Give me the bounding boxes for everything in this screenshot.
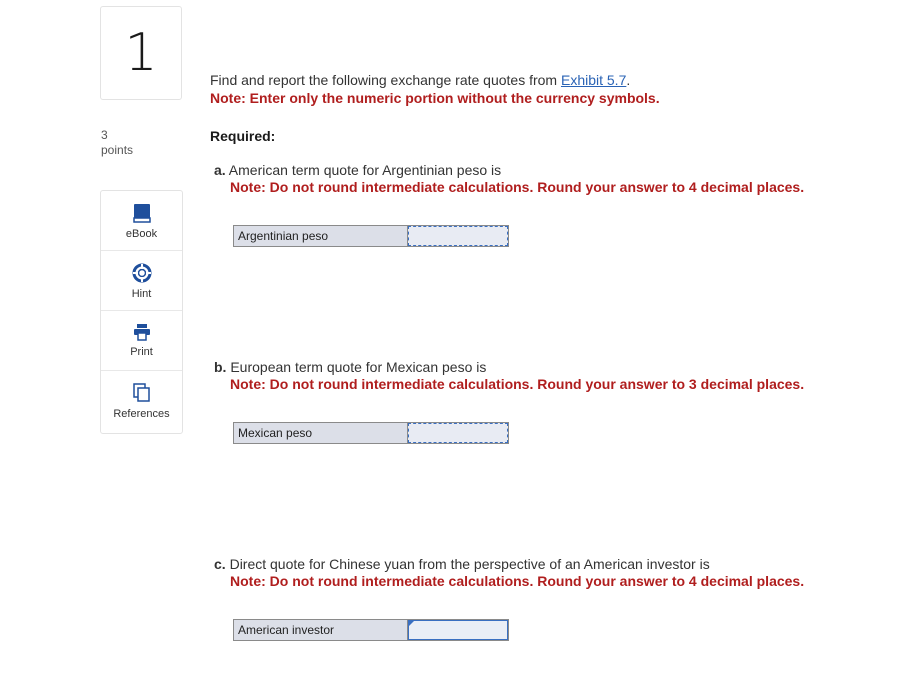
- intro-text: Find and report the following exchange rate quotes from Exhibit 5.7.: [210, 72, 631, 88]
- intro-note: Note: Enter only the numeric portion without the currency symbols.: [210, 90, 660, 106]
- answer-row-a: [233, 225, 509, 247]
- ebook-label: eBook: [125, 228, 158, 240]
- part-a-note: Note: Do not round intermediate calculations. Round your answer to 4 decimal places.: [230, 179, 805, 195]
- lifebuoy-icon: [132, 263, 152, 283]
- points-value: 3: [101, 128, 108, 142]
- question-number: 1: [100, 6, 182, 100]
- answer-c-label: American investor: [234, 620, 408, 640]
- required-heading: Required:: [210, 128, 276, 144]
- exhibit-link[interactable]: Exhibit 5.7: [560, 72, 627, 88]
- book-icon: [133, 203, 151, 223]
- copy-icon: [133, 383, 151, 403]
- answer-b-input[interactable]: [408, 423, 508, 443]
- part-a-letter: a.: [214, 162, 226, 178]
- print-button[interactable]: [101, 311, 182, 371]
- print-label: Print: [130, 346, 153, 358]
- part-b-letter: b.: [214, 359, 227, 375]
- question-intro: [210, 71, 660, 107]
- part-c-letter: c.: [214, 556, 226, 572]
- answer-c-input[interactable]: [408, 620, 508, 640]
- references-button[interactable]: [101, 371, 182, 433]
- part-a: [214, 162, 804, 196]
- points-info: [101, 128, 133, 158]
- answer-b-label: Mexican peso: [234, 423, 408, 443]
- tools-panel: [100, 190, 183, 434]
- ebook-button[interactable]: [101, 191, 182, 251]
- hint-label: Hint: [131, 288, 152, 300]
- answer-row-c: [233, 619, 509, 641]
- part-c-note: Note: Do not round intermediate calculations. Round your answer to 4 decimal places.: [230, 573, 805, 589]
- printer-icon: [133, 323, 151, 341]
- part-c: [214, 556, 804, 590]
- answer-a-input[interactable]: [408, 226, 508, 246]
- points-label: points: [101, 143, 134, 157]
- part-a-text: American term quote for Argentinian peso is: [225, 162, 502, 178]
- part-b-text: European term quote for Mexican peso is: [226, 359, 487, 375]
- references-label: References: [113, 408, 170, 420]
- part-c-text: Direct quote for Chinese yuan from the perspective of an American investor is: [225, 556, 710, 572]
- part-b: [214, 359, 804, 393]
- focus-marker-icon: [409, 620, 415, 626]
- answer-a-label: Argentinian peso: [234, 226, 408, 246]
- answer-row-b: [233, 422, 509, 444]
- part-b-note: Note: Do not round intermediate calculations. Round your answer to 3 decimal places.: [230, 376, 805, 392]
- hint-button[interactable]: [101, 251, 182, 311]
